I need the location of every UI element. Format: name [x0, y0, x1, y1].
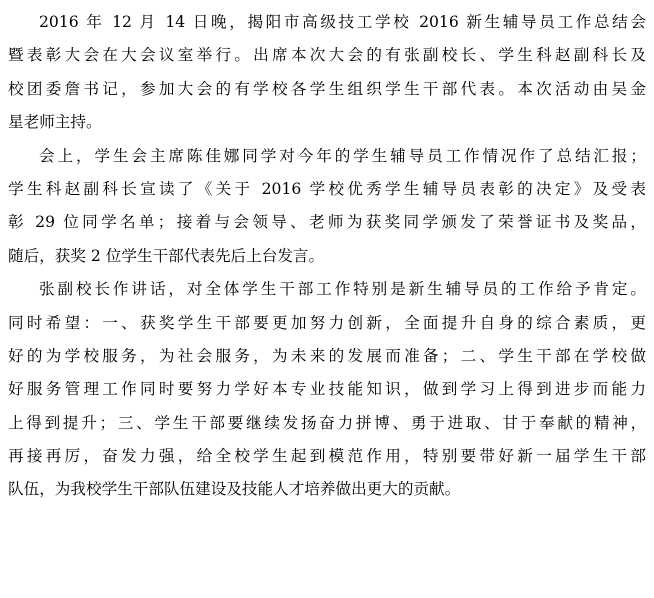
text-line: 好服务管理工作同时要努力学好本专业技能知识，做到学习上得到进步而能力: [8, 380, 646, 399]
text-line: 星老师主持。: [8, 113, 102, 132]
paragraph-1: [8, 6, 646, 140]
paragraph-3: [8, 273, 646, 507]
text-line: 队伍，为我校学生干部队伍建设及技能人才培养做出更大的贡献。: [8, 480, 461, 499]
text-line: 暨表彰大会在大会议室举行。出席本次大会的有张副校长、学生科赵副科长及: [8, 46, 646, 65]
text-line: 好的为学校服务，为社会服务，为未来的发展而准备；二、学生干部在学校做: [8, 346, 646, 365]
text-line: 学生科赵副科长宣读了《关于 2016 学校优秀学生辅导员表彰的决定》及受表: [8, 179, 646, 198]
text-line: 同时希望：一、获奖学生干部要更加努力创新，全面提升自身的综合素质，更: [8, 313, 646, 332]
text-line: 再接再厉，奋发力强，给全校学生起到模范作用，特别要带好新一届学生干部: [8, 447, 646, 466]
text-line: 张副校长作讲话，对全体学生干部工作特别是新生辅导员的工作给予肯定。: [39, 280, 646, 299]
text-line: 校团委詹书记，参加大会的有学校各学生组织学生干部代表。本次活动由吴金: [8, 79, 646, 98]
text-line: 会上，学生会主席陈佳娜同学对今年的学生辅导员工作情况作了总结汇报；: [39, 146, 646, 165]
text-line: 随后，获奖 2 位学生干部代表先后上台发言。: [8, 246, 325, 265]
paragraph-2: [8, 140, 646, 274]
text-line: 上得到提升；三、学生干部要继续发扬奋力拼博、勇于进取、甘于奉献的精神，: [8, 413, 646, 432]
text-line: 彰 29 位同学名单；接着与会领导、老师为获奖同学颁发了荣誉证书及奖品，: [8, 213, 646, 232]
text-line: 2016 年 12 月 14 日晚，揭阳市高级技工学校 2016 新生辅导员工作总结会: [39, 13, 646, 31]
